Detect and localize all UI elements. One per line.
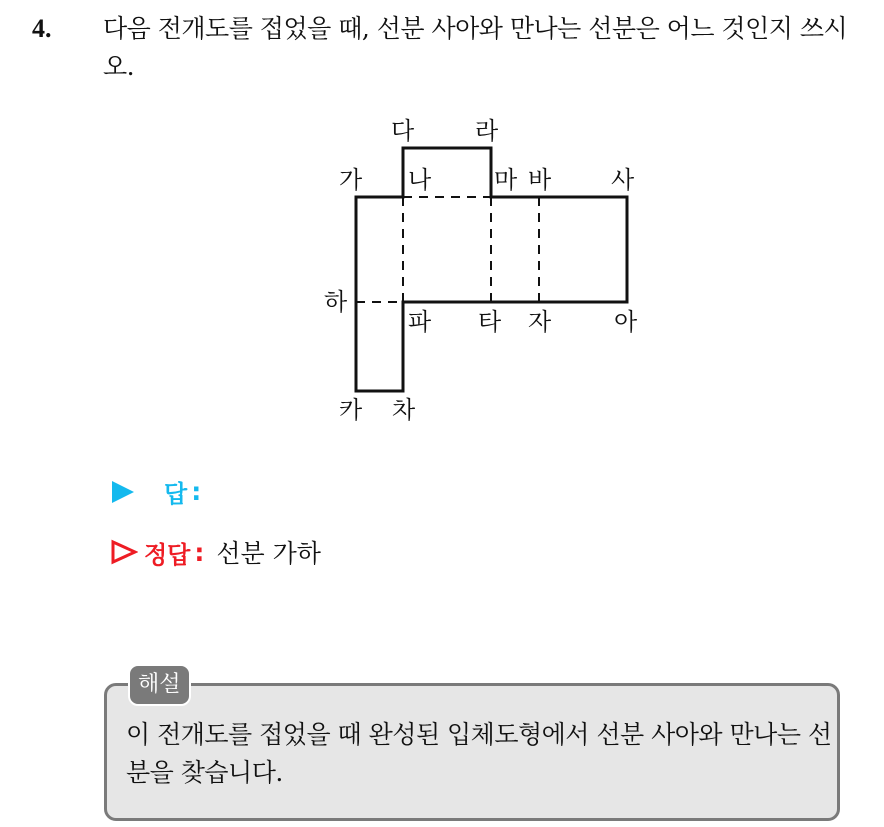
correct-answer-value: 선분 가하	[216, 539, 321, 568]
play-triangle-outline-icon	[110, 539, 138, 565]
correct-answer-row	[110, 534, 321, 570]
explanation-tab: 해설	[128, 664, 191, 706]
label-ja: 자	[528, 308, 552, 336]
label-ma: 마	[494, 166, 518, 194]
label-ta: 타	[478, 308, 502, 336]
label-ga: 가	[339, 166, 363, 194]
label-sa: 사	[611, 166, 635, 194]
label-pa: 파	[408, 308, 432, 336]
question-number: 4.	[32, 14, 52, 43]
label-a: 아	[614, 308, 638, 336]
correct-answer-label: 정답	[144, 540, 191, 569]
label-ha: 하	[324, 288, 348, 316]
label-ka: 카	[339, 396, 363, 424]
label-cha: 차	[392, 396, 416, 424]
answer-label: 답	[164, 480, 188, 508]
explanation-text: 이 전개도를 접었을 때 완성된 입체도형에서 선분 사아와 만나는 선분을 찾습니다.	[126, 720, 832, 787]
label-na: 나	[408, 166, 432, 194]
label-da: 다	[391, 117, 415, 145]
answer-colon: :	[191, 477, 202, 506]
question-text: 다음 전개도를 접었을 때, 선분 사아와 만나는 선분은 어느 것인지 쓰시오.	[103, 14, 848, 81]
play-triangle-filled-icon	[110, 479, 136, 505]
answer-row	[110, 474, 213, 509]
correct-answer-colon: :	[194, 537, 205, 567]
label-ra: 라	[475, 117, 499, 145]
net-fold-lines	[356, 197, 539, 302]
label-ba: 바	[528, 166, 552, 194]
